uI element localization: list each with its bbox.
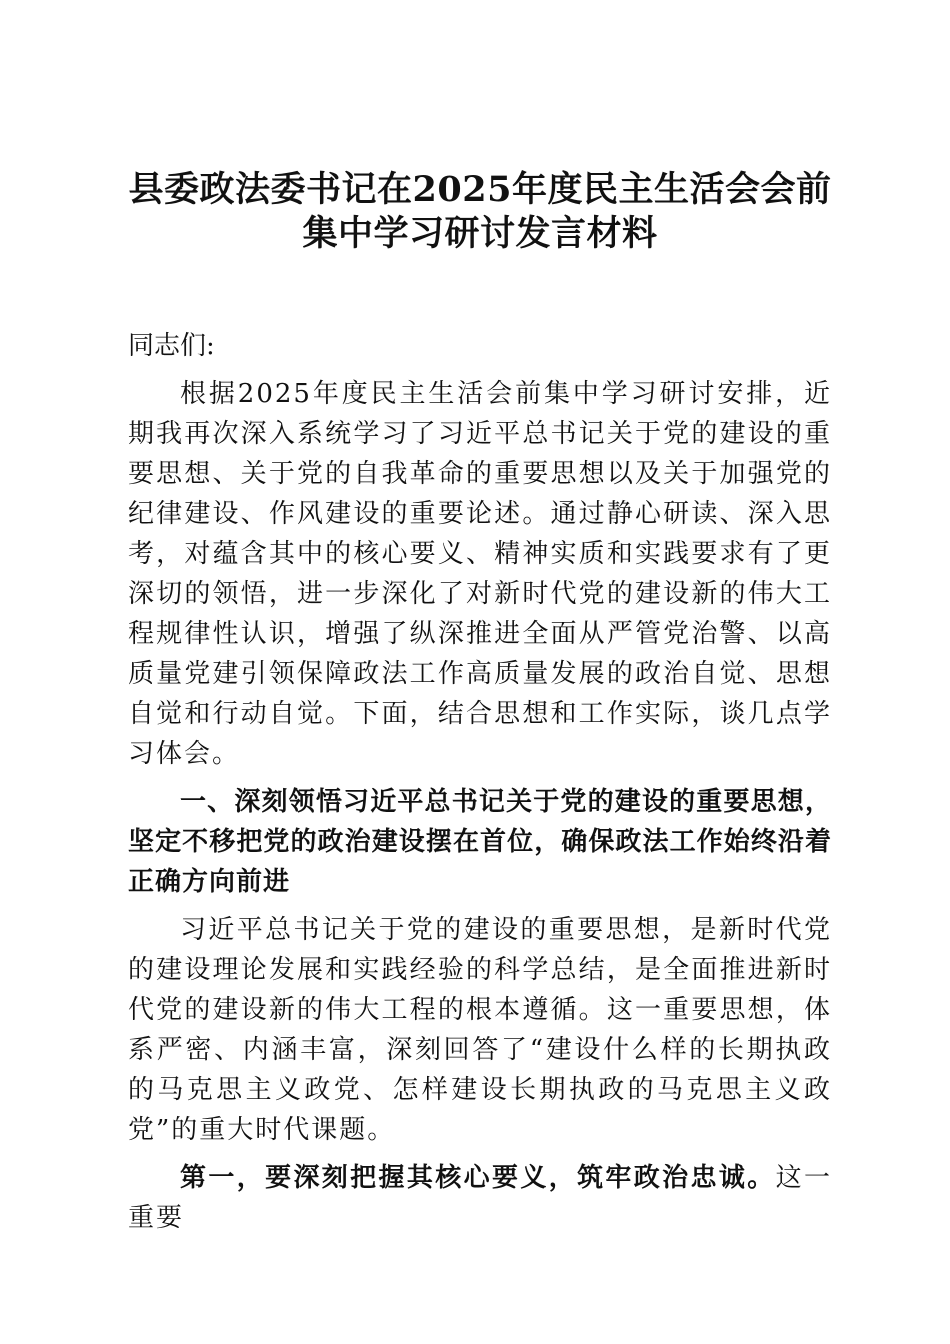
section-heading-1: 一、深刻领悟习近平总书记关于党的建设的重要思想，坚定不移把党的政治建设摆在首位，确保政法工作始终沿着正确方向前进	[128, 787, 832, 897]
salutation: 同志们:	[128, 331, 215, 361]
intro-paragraph: 根据2025年度民主生活会前集中学习研讨安排，近期我再次深入系统学习了习近平总书记关于党的建设的重要思想、关于党的自我革命的重要思想以及关于加强党的纪律建设、作风建设的重要论述。通过静心研读、深入思考，对蕴含其中的核心要义、精神实质和实践要求有了更深切的领悟，进一步深化了对新时代党的建设新的伟大工程规律性认识，增强了纵深推进全面从严管党治警、以高质量党建引领保障政法工作高质量发展的政治自觉、思想自觉和行动自觉。下面，结合思想和工作实际，谈几点学习体会。	[128, 379, 832, 769]
title-line-1: 县委政法委书记在2025年度民主生活会会前	[128, 169, 832, 210]
point-one-lead: 第一，要深刻把握其核心要义，筑牢政治忠诚。	[180, 1163, 776, 1193]
point-one-text: 这一重要	[128, 1163, 832, 1233]
section-1-paragraph: 习近平总书记关于党的建设的重要思想，是新时代党的建设理论发展和实践经验的科学总结，是全面推进新时代党的建设新的伟大工程的根本遵循。这一重要思想，体系严密、内涵丰富，深刻回答了“建设什么样的长期执政的马克思主义政党、怎样建设长期执政的马克思主义政党”的重大时代课题。	[128, 915, 832, 1145]
title-line-2: 集中学习研讨发言材料	[302, 213, 658, 254]
document-page	[128, 168, 832, 1238]
document-title	[128, 168, 832, 256]
point-one-paragraph	[128, 1158, 832, 1238]
